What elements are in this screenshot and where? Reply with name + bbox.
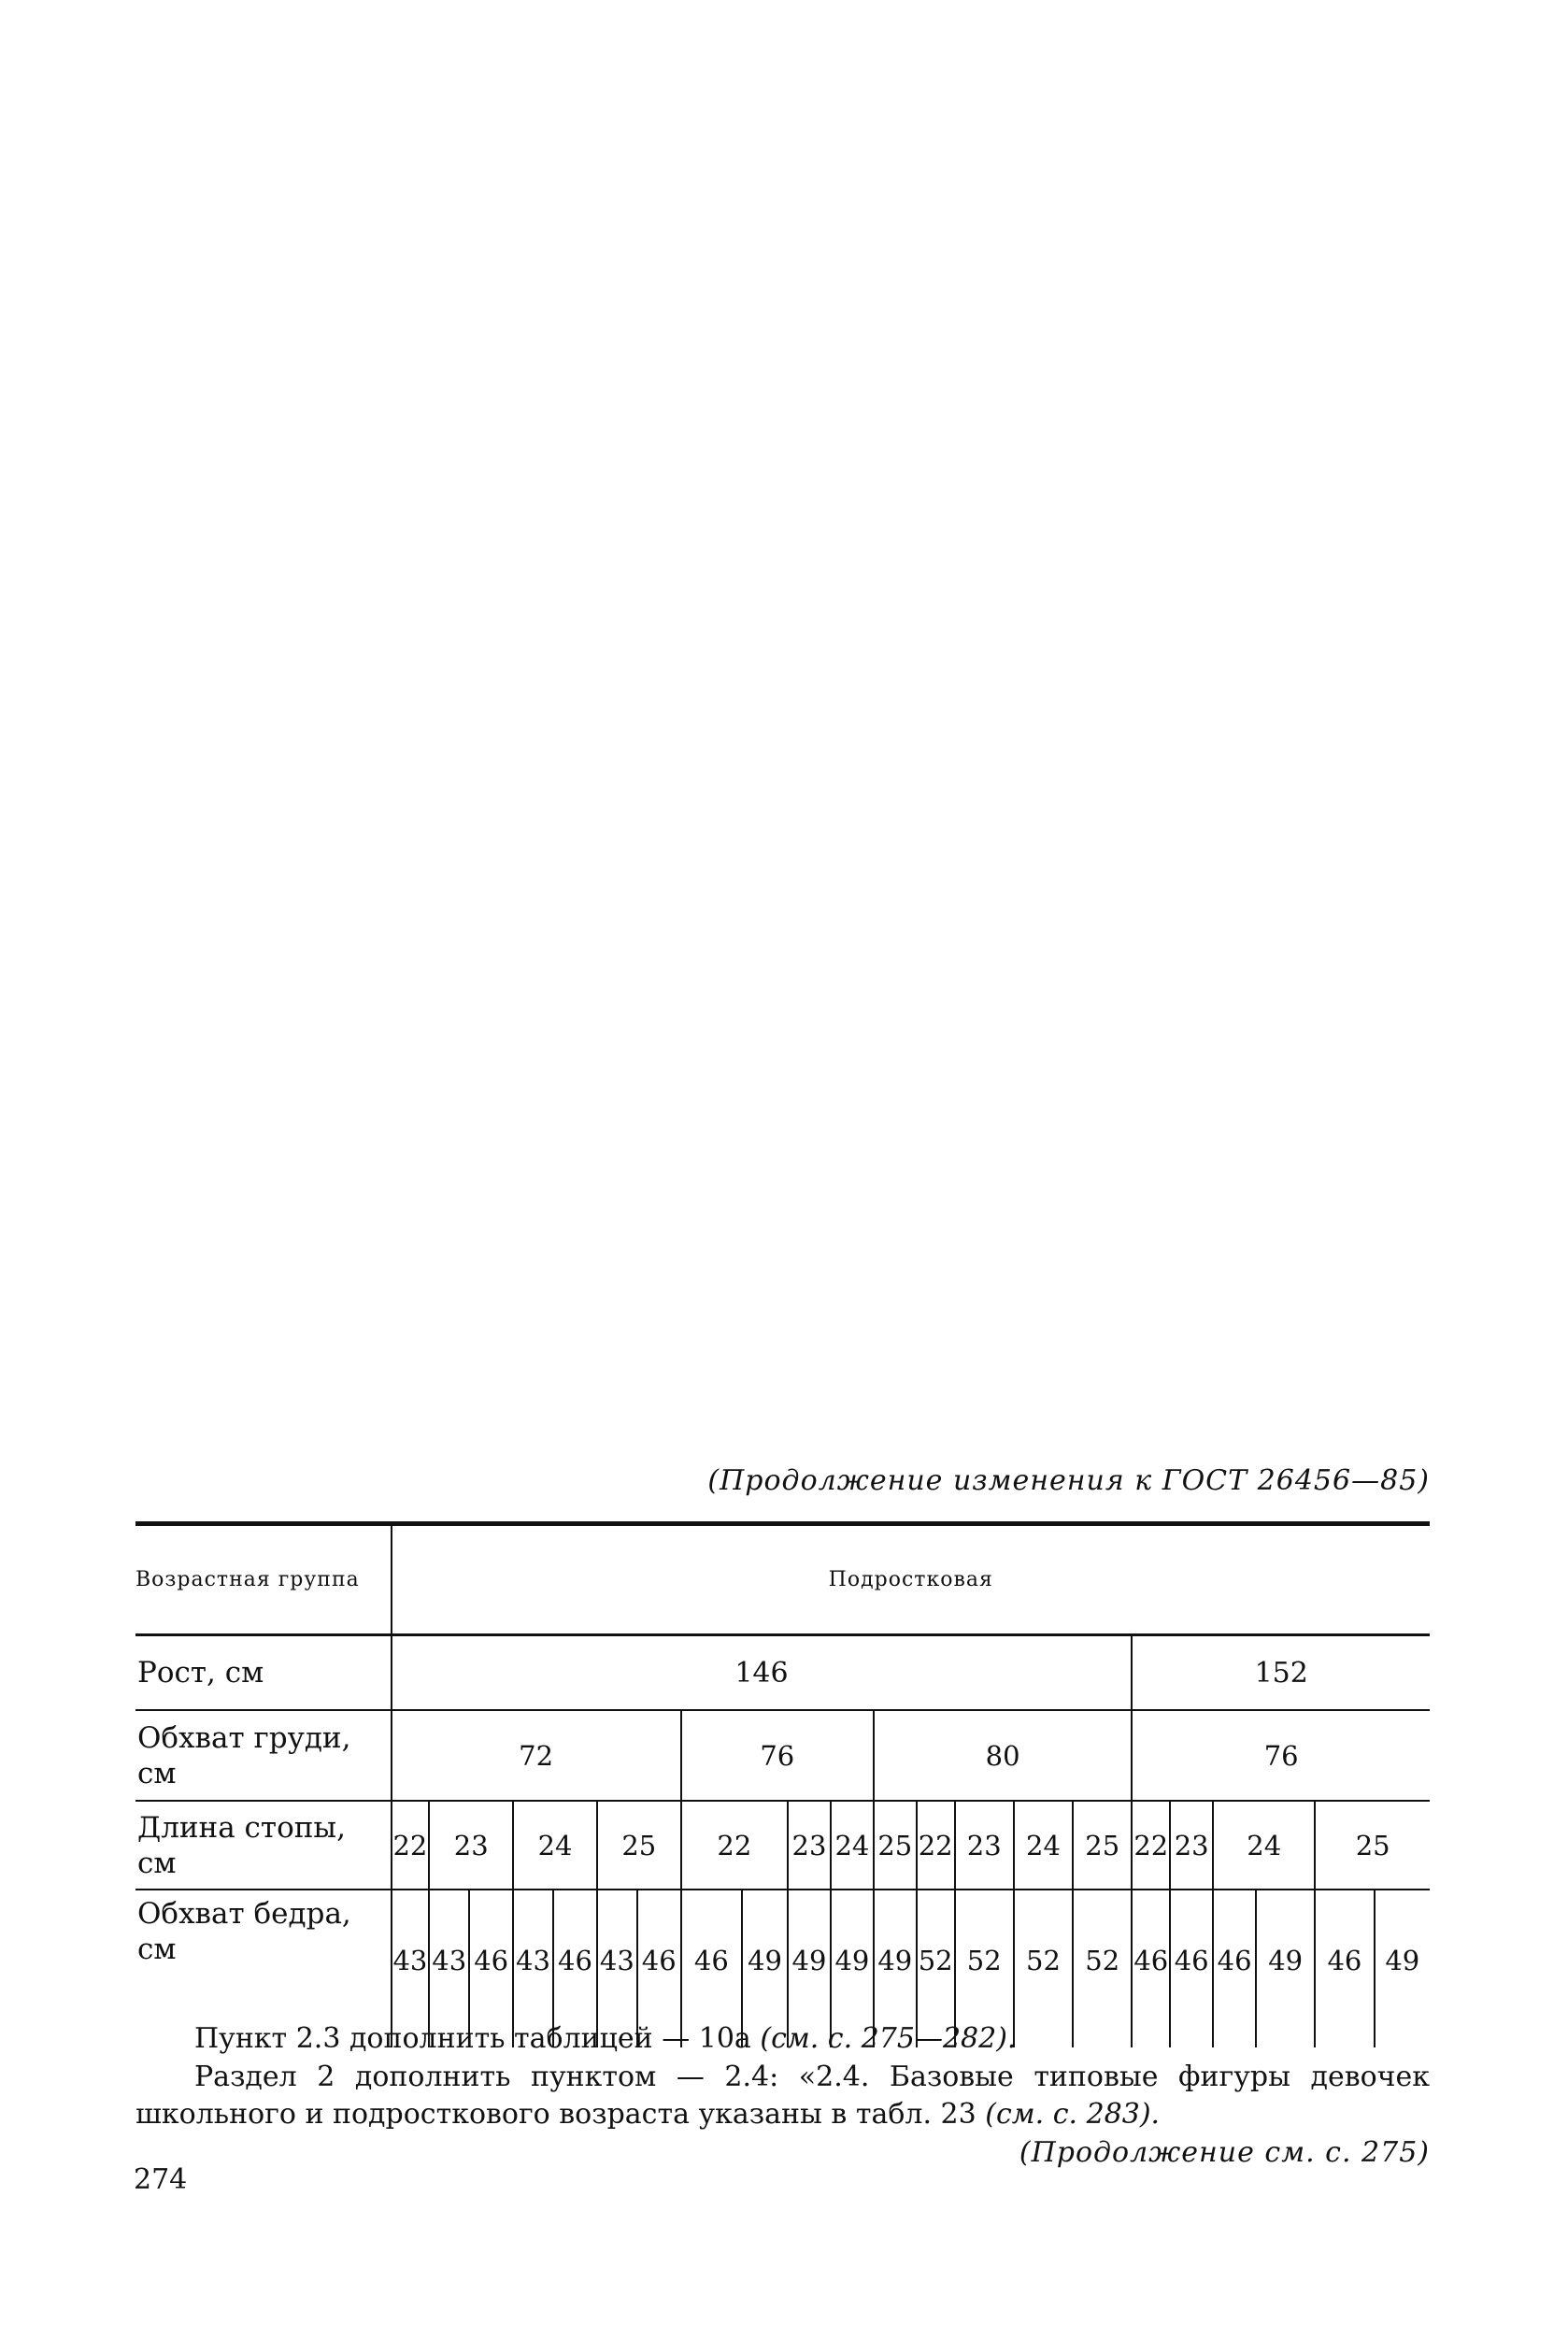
hip-cell: 49 xyxy=(1375,1890,1430,2047)
hip-cell: 46 xyxy=(1213,1890,1256,2047)
hip-cell: 46 xyxy=(469,1890,513,2047)
clause-2-3-text: Пункт 2.3 дополнить таблицей — 10а xyxy=(194,2022,751,2055)
chest-80: 80 xyxy=(874,1710,1133,1801)
section-2-ref: (см. с. 283). xyxy=(985,2098,1161,2131)
hip-cell: 46 xyxy=(681,1890,742,2047)
hip-cell: 46 xyxy=(553,1890,597,2047)
hip-cell: 43 xyxy=(597,1890,637,2047)
foot-cell: 25 xyxy=(597,1801,681,1890)
foot-cell: 23 xyxy=(429,1801,513,1890)
label-chest: Обхват груди, см xyxy=(135,1710,392,1801)
paragraph-clause-2-3 xyxy=(135,2020,1430,2058)
foot-cell: 24 xyxy=(513,1801,597,1890)
hip-cell: 46 xyxy=(1315,1890,1374,2047)
hip-cell: 49 xyxy=(831,1890,874,2047)
hip-cell: 46 xyxy=(1132,1890,1170,2047)
hip-cell: 46 xyxy=(637,1890,681,2047)
hip-cell: 52 xyxy=(1014,1890,1073,2047)
foot-cell: 25 xyxy=(1315,1801,1430,1890)
row-chest xyxy=(135,1710,1430,1801)
label-foot: Длина стопы, см xyxy=(135,1801,392,1890)
label-age-group: Возрастная группа xyxy=(135,1526,392,1635)
page-number: 274 xyxy=(134,2163,188,2196)
foot-cell: 23 xyxy=(955,1801,1014,1890)
chest-76-b: 76 xyxy=(1132,1710,1430,1801)
foot-cell: 22 xyxy=(681,1801,788,1890)
foot-cell: 25 xyxy=(1073,1801,1132,1890)
height-146: 146 xyxy=(392,1635,1133,1711)
foot-cell: 24 xyxy=(1014,1801,1073,1890)
foot-cell: 22 xyxy=(1132,1801,1170,1890)
hip-cell: 49 xyxy=(1256,1890,1315,2047)
foot-cell: 23 xyxy=(788,1801,831,1890)
foot-cell: 24 xyxy=(1213,1801,1315,1890)
hip-cell: 43 xyxy=(429,1890,469,2047)
label-height: Рост, см xyxy=(135,1635,392,1711)
foot-cell: 25 xyxy=(874,1801,917,1890)
size-table xyxy=(135,1521,1430,2047)
continued-note: (Продолжение см. с. 275) xyxy=(1019,2136,1430,2169)
hip-cell: 52 xyxy=(1073,1890,1132,2047)
page-header: (Продолжение изменения к ГОСТ 26456—85) xyxy=(707,1464,1430,1497)
hip-cell: 43 xyxy=(392,1890,430,2047)
value-age-group: Подростковая xyxy=(392,1526,1430,1635)
hip-cell: 49 xyxy=(874,1890,917,2047)
foot-cell: 22 xyxy=(392,1801,430,1890)
section-2-text: Раздел 2 дополнить пунктом — 2.4: «2.4. Базовые типовые фигуры девочек школьного и подросткового возраста указаны в табл. 23 xyxy=(135,2061,1430,2131)
row-foot xyxy=(135,1801,1430,1890)
chest-72: 72 xyxy=(392,1710,681,1801)
hip-cell: 46 xyxy=(1170,1890,1213,2047)
hip-cell: 52 xyxy=(955,1890,1014,2047)
row-height xyxy=(135,1635,1430,1711)
chest-76: 76 xyxy=(681,1710,874,1801)
clause-2-3-ref: (см. с. 275—282). xyxy=(760,2022,1017,2055)
paragraph-section-2 xyxy=(135,2059,1430,2133)
row-age-group xyxy=(135,1526,1430,1635)
hip-cell: 43 xyxy=(513,1890,553,2047)
foot-cell: 22 xyxy=(917,1801,955,1890)
label-hip: Обхват бедра, см xyxy=(137,1897,351,1966)
hip-cell: 52 xyxy=(917,1890,955,2047)
height-152: 152 xyxy=(1132,1635,1430,1711)
foot-cell: 23 xyxy=(1170,1801,1213,1890)
hip-cell: 49 xyxy=(788,1890,831,2047)
foot-cell: 24 xyxy=(831,1801,874,1890)
hip-cell: 49 xyxy=(742,1890,788,2047)
